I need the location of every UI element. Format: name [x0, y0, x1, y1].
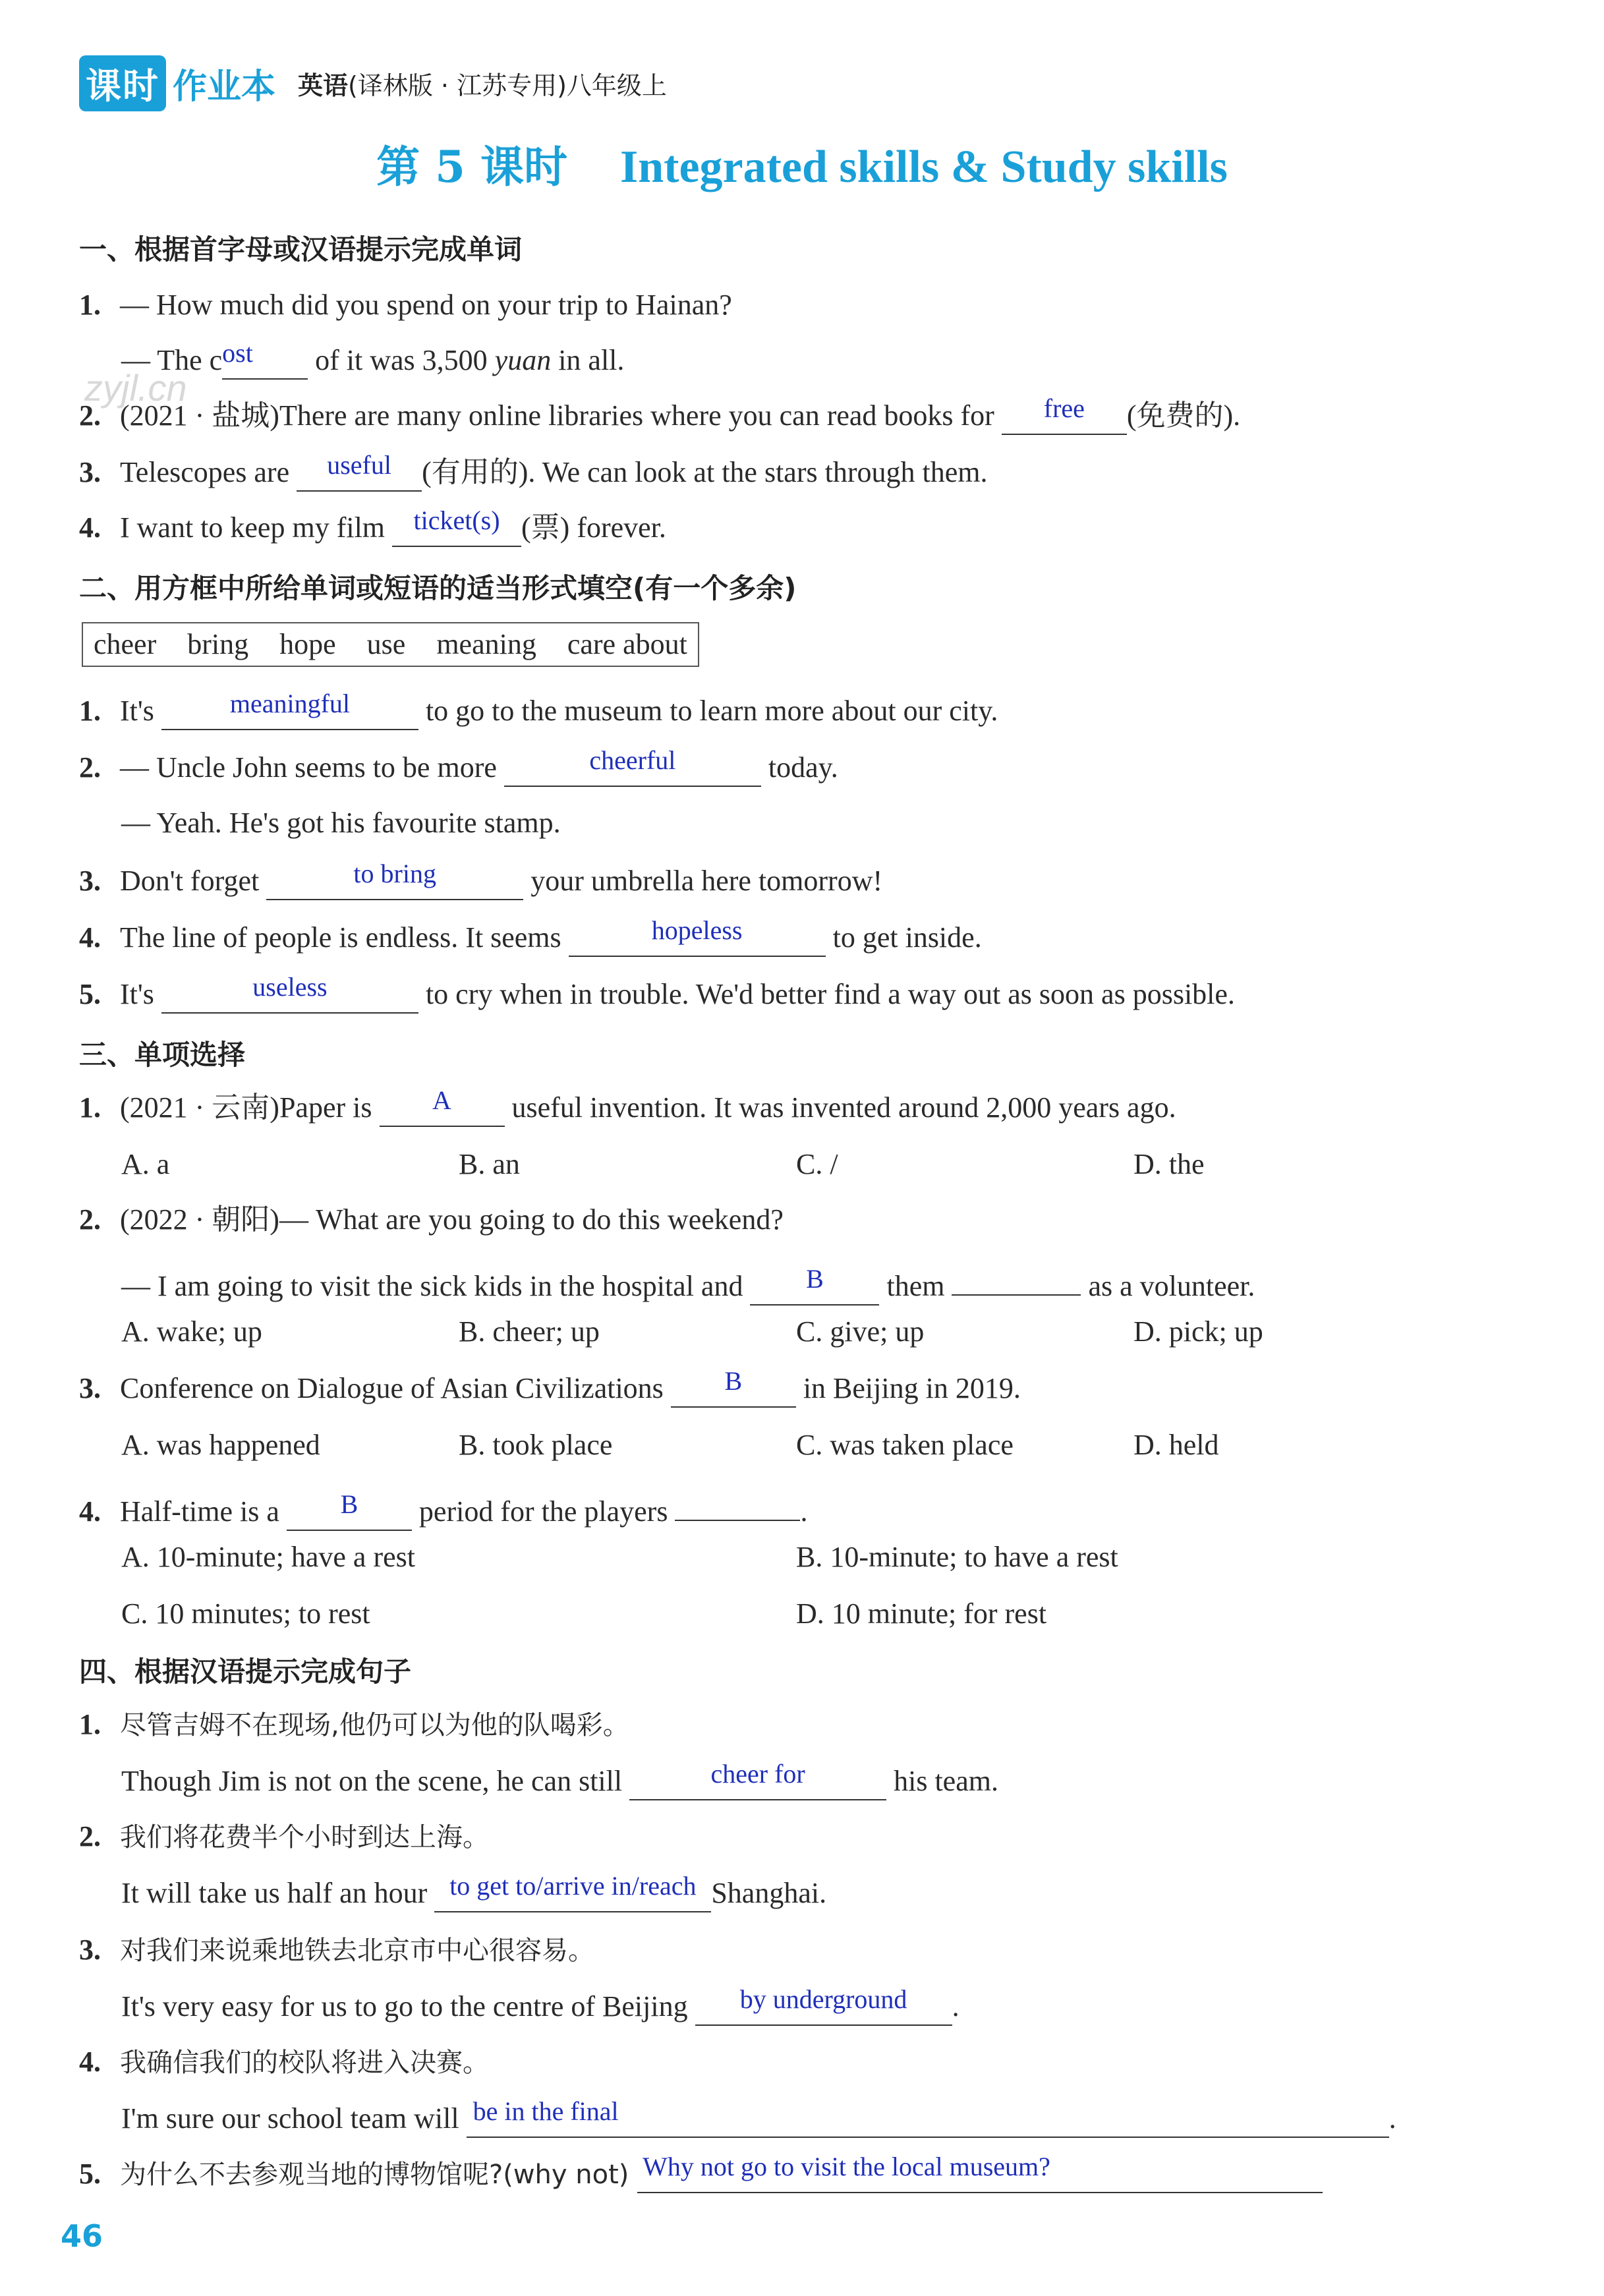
word-item: care about [567, 628, 687, 660]
section-1-heading: 一、根据首字母或汉语提示完成单词 [79, 233, 523, 266]
logo-zuoye: 作业本 [173, 67, 276, 107]
word-box [82, 622, 699, 667]
header-subtitle: 英语(译林版 · 江苏专用)八年级上 [298, 71, 667, 100]
page-title [0, 132, 1604, 194]
book-header [79, 57, 667, 109]
s4-q1-sentence: Though Jim is not on the scene, he can still cheer for his team. [121, 1764, 998, 1800]
s4-q3-sentence: It's very easy for us to go to the centre of Beijing by underground . [121, 1989, 960, 2026]
s3-q2: 2. (2022 · 朝阳)— What are you going to do this weekend? [79, 1203, 784, 1236]
option-c[interactable]: C. give; up [796, 1315, 925, 1348]
option-c[interactable]: C. 10 minutes; to rest [121, 1597, 370, 1630]
s3-q2-reply: — I am going to visit the sick kids in the hospital and B them as a volunteer. [121, 1259, 1255, 1306]
page-number: 46 [61, 2218, 103, 2254]
answer-blank[interactable]: by underground [695, 1989, 952, 2026]
word-item: use [366, 628, 406, 660]
answer-blank[interactable]: meaningful [161, 693, 418, 730]
option-a[interactable]: A. 10-minute; have a rest [121, 1541, 415, 1573]
answer-blank[interactable]: B [750, 1269, 879, 1306]
answer-blank[interactable]: B [671, 1371, 796, 1408]
answer-blank[interactable]: useful [297, 455, 422, 492]
s4-q3: 3. 对我们来说乘地铁去北京市中心很容易。 [79, 1934, 594, 1966]
s2-q2-reply: — Yeah. He's got his favourite stamp. [121, 807, 561, 839]
s4-q4-sentence: I'm sure our school team will be in the final . [121, 2101, 1396, 2138]
answer-blank[interactable]: hopeless [569, 920, 826, 957]
s1-q3: 3. Telescopes are useful (有用的). We can look at the stars through them. [79, 455, 987, 492]
s2-q1: 1. It's meaningful to go to the museum to learn more about our city. [79, 693, 998, 730]
s1-q2: 2. (2021 · 盐城)There are many online libraries where you can read books for free (免费的). [79, 398, 1240, 435]
option-d[interactable]: D. pick; up [1133, 1315, 1263, 1348]
s4-q2-sentence: It will take us half an hour to get to/arrive in/reach Shanghai. [121, 1876, 826, 1912]
word-item: hope [279, 628, 336, 660]
answer-blank[interactable]: to get to/arrive in/reach [434, 1876, 711, 1912]
s2-q3: 3. Don't forget to bring your umbrella here tomorrow! [79, 863, 882, 900]
title-cn: 第 5 课时 [376, 141, 567, 192]
option-a[interactable]: A. was happened [121, 1429, 320, 1461]
logo-ke: 课时 [79, 55, 166, 111]
answer-blank[interactable]: free [1002, 398, 1127, 435]
answer-blank[interactable]: B [287, 1494, 412, 1531]
option-d[interactable]: D. held [1133, 1429, 1219, 1461]
section-3-heading: 三、单项选择 [79, 1039, 246, 1071]
s1-q1-answer-line: — The cost of it was 3,500 yuan in all. [121, 343, 624, 380]
answer-blank[interactable]: ticket(s) [392, 510, 521, 547]
word-item: meaning [436, 628, 536, 660]
s3-q1: 1. (2021 · 云南)Paper is A useful invention. It was invented around 2,000 years ago. [79, 1090, 1176, 1127]
s4-q2: 2. 我们将花费半个小时到达上海。 [79, 1820, 489, 1852]
word-item: bring [187, 628, 249, 660]
section-2-heading: 二、用方框中所给单词或短语的适当形式填空(有一个多余) [79, 572, 797, 604]
s3-q3: 3. Conference on Dialogue of Asian Civilizations B in Beijing in 2019. [79, 1371, 1021, 1408]
option-b[interactable]: B. took place [459, 1429, 613, 1461]
answer-blank[interactable]: cheer for [629, 1764, 886, 1800]
s1-q4: 4. I want to keep my film ticket(s) (票) forever. [79, 510, 666, 547]
s4-q4: 4. 我确信我们的校队将进入决赛。 [79, 2046, 489, 2078]
option-b[interactable]: B. cheer; up [459, 1315, 600, 1348]
option-d[interactable]: D. the [1133, 1148, 1205, 1180]
answer-blank[interactable] [675, 1484, 800, 1521]
watermark: zyjl.cn [84, 367, 187, 409]
s2-q4: 4. The line of people is endless. It seems hopeless to get inside. [79, 920, 982, 957]
s1-q1: 1. — How much did you spend on your trip to Hainan? [79, 289, 732, 321]
answer-blank[interactable] [952, 1259, 1081, 1296]
option-b[interactable]: B. an [459, 1148, 520, 1180]
section-4-heading: 四、根据汉语提示完成句子 [79, 1655, 412, 1688]
book-logo [79, 55, 275, 111]
answer-blank[interactable]: cheerful [504, 750, 761, 787]
option-a[interactable]: A. a [121, 1148, 170, 1180]
answer-blank[interactable]: ost [222, 343, 308, 380]
s2-q5: 5. It's useless to cry when in trouble. We'd better find a way out as soon as possible. [79, 977, 1235, 1014]
word-item: cheer [94, 628, 157, 660]
title-en: Integrated skills & Study skills [620, 142, 1228, 192]
option-c[interactable]: C. / [796, 1148, 838, 1180]
s3-q4: 4. Half-time is a B period for the players . [79, 1484, 807, 1531]
s4-q5: 5. 为什么不去参观当地的博物馆呢?(why not) Why not go to visit the local museum? [79, 2156, 1323, 2193]
answer-blank[interactable]: be in the final [467, 2101, 1389, 2138]
s2-q2: 2. — Uncle John seems to be more cheerful today. [79, 750, 838, 787]
option-d[interactable]: D. 10 minute; for rest [796, 1597, 1047, 1630]
option-c[interactable]: C. was taken place [796, 1429, 1014, 1461]
s4-q1: 1. 尽管吉姆不在现场,他仍可以为他的队喝彩。 [79, 1708, 629, 1740]
answer-blank[interactable]: useless [161, 977, 418, 1014]
option-a[interactable]: A. wake; up [121, 1315, 262, 1348]
answer-blank[interactable]: A [380, 1090, 505, 1127]
option-b[interactable]: B. 10-minute; to have a rest [796, 1541, 1118, 1573]
answer-blank[interactable]: to bring [266, 863, 523, 900]
answer-blank[interactable]: Why not go to visit the local museum? [637, 2156, 1323, 2193]
